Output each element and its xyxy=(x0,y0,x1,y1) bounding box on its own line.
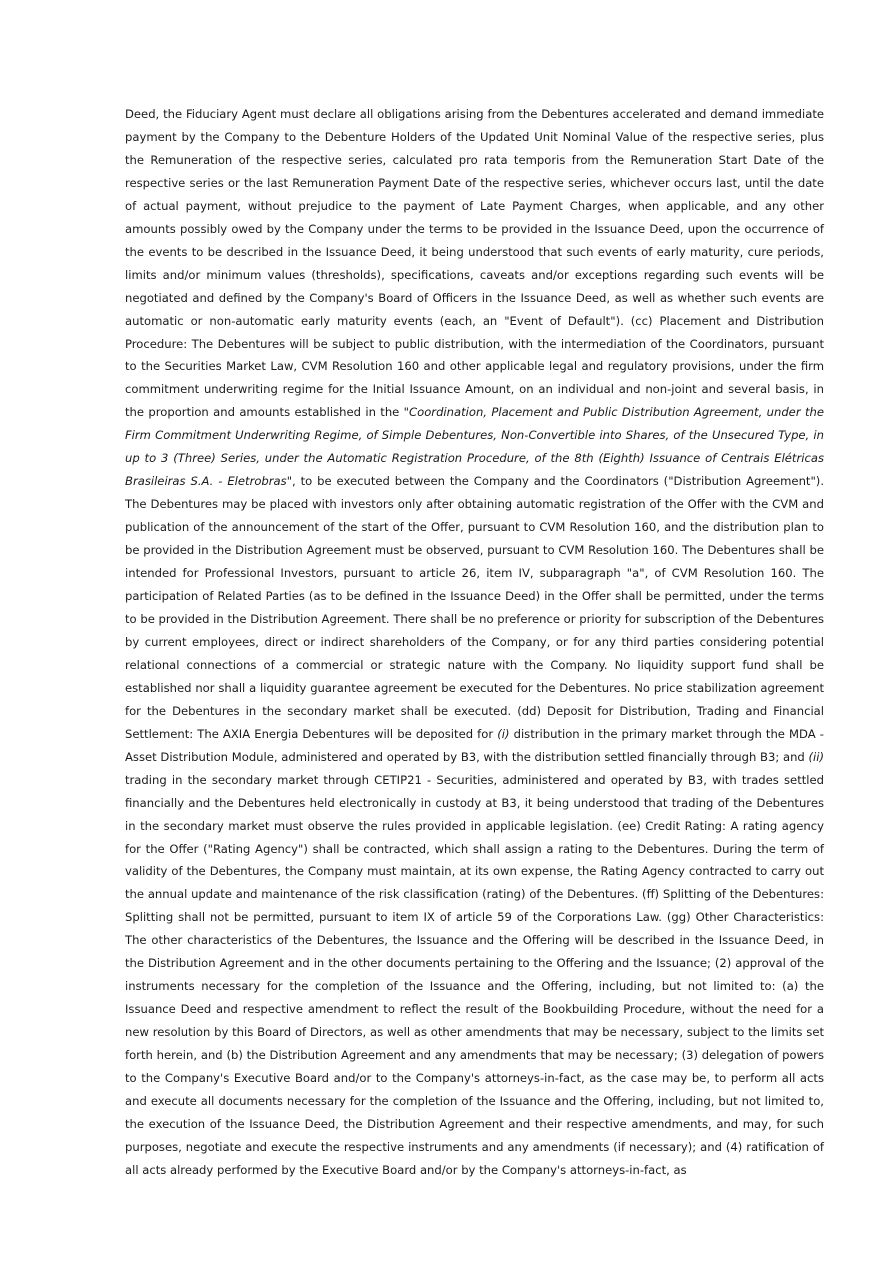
body-paragraph xyxy=(125,103,824,1182)
text-segment: distribution in the primary market through the MDA - Asset Distribution Module, administered and operated by B3, with the distribution settled financially through B3; and xyxy=(125,726,824,764)
italic-enumerator: (ii) xyxy=(808,749,824,764)
italic-agreement-title: Coordination, Placement and Public Distribution Agreement, under the Firm Commitment Underwriting Regime, of Simple Debentures, Non-Convertible into Shares, of the Unsecured Type, in up to 3 (Three) Series, under the Automatic Registration Procedure, of the 8th (Eighth) Issuance of Centrais Elétricas Brasileiras S.A. - Eletrobras xyxy=(125,405,824,489)
italic-enumerator: (i) xyxy=(497,726,510,741)
text-segment: trading in the secondary market through CETIP21 - Securities, administered and operated by B3, with trades settled financially and the Debentures held electronically in custody at B3, it being understood that trading of the Debentures in the secondary market must observe the rules provided in applicable legislation. (ee) Credit Rating: A rating agency for the Offer ("Rating Agency") shall be contracted, which shall assign a rating to the Debentures. During the term of validity of the Debentures, the Company must maintain, at its own expense, the Rating Agency contracted to carry out the annual update and maintenance of the risk classification (rating) of the Debentures. (ff) Splitting of the Debentures: Splitting shall not be permitted, pursuant to item IX of article 59 of the Corporations Law. (gg) Other Characteristics: The other characteristics of the Debentures, the Issuance and the Offering will be described in the Issuance Deed, in the Distribution Agreement and in the other documents pertaining to the Offering and the Issuance; (2) approval of the instruments necessary for the completion of the Issuance and the Offering, including, but not limited to: (a) the Issuance Deed and respective amendment to reflect the result of the Bookbuilding Procedure, without the need for a new resolution by this Board of Directors, as well as other amendments that may be necessary, subject to the limits set forth herein, and (b) the Distribution Agreement and any amendments that may be necessary; (3) delegation of powers to the Company's Executive Board and/or to the Company's attorneys-in-fact, as the case may be, to perform all acts and execute all documents necessary for the completion of the Issuance and the Offering, including, but not limited to, the execution of the Issuance Deed, the Distribution Agreement and their respective amendments, and may, for such purposes, negotiate and execute the respective instruments and any amendments (if necessary); and (4) ratification of all acts already performed by the Executive Board and/or by the Company's attorneys-in-fact, as xyxy=(125,772,824,1177)
text-segment: ", to be executed between the Company and the Coordinators ("Distribution Agreement"). The Debentures may be placed with investors only after obtaining automatic registration of the Offer with the CVM and publication of the announcement of the start of the Offer, pursuant to CVM Resolution 160, and the distribution plan to be provided in the Distribution Agreement must be observed, pursuant to CVM Resolution 160. The Debentures shall be intended for Professional Investors, pursuant to article 26, item IV, subparagraph "a", of CVM Resolution 160. The participation of Related Parties (as to be defined in the Issuance Deed) in the Offer shall be permitted, under the terms to be provided in the Distribution Agreement. There shall be no preference or priority for subscription of the Debentures by current employees, direct or indirect shareholders of the Company, or for any third parties considering potential relational connections of a commercial or strategic nature with the Company. No liquidity support fund shall be established nor shall a liquidity guarantee agreement be executed for the Debentures. No price stabilization agreement for the Debentures in the secondary market shall be executed. (dd) Deposit for Distribution, Trading and Financial Settlement: The AXIA Energia Debentures will be deposited for xyxy=(125,474,824,741)
text-segment: Deed, the Fiduciary Agent must declare all obligations arising from the Debentures accelerated and demand immediate payment by the Company to the Debenture Holders of the Updated Unit Nominal Value of the respective series, plus the Remuneration of the respective series, calculated pro rata temporis from the Remuneration Start Date of the respective series or the last Remuneration Payment Date of the respective series, whichever occurs last, until the date of actual payment, without prejudice to the payment of Late Payment Charges, when applicable, and any other amounts possibly owed by the Company under the terms to be provided in the Issuance Deed, upon the occurrence of the events to be described in the Issuance Deed, it being understood that such events of early maturity, cure periods, limits and/or minimum values (thresholds), specifications, caveats and/or exceptions regarding such events will be negotiated and defined by the Company's Board of Officers in the Issuance Deed, as well as whether such events are automatic or non-automatic early maturity events (each, an "Event of Default"). (cc) Placement and Distribution Procedure: The Debentures will be subject to public distribution, with the intermediation of the Coordinators, pursuant to the Securities Market Law, CVM Resolution 160 and other applicable legal and regulatory provisions, under the firm commitment underwriting regime for the Initial Issuance Amount, on an individual and non-joint and several basis, in the proportion and amounts established in the " xyxy=(125,107,824,420)
